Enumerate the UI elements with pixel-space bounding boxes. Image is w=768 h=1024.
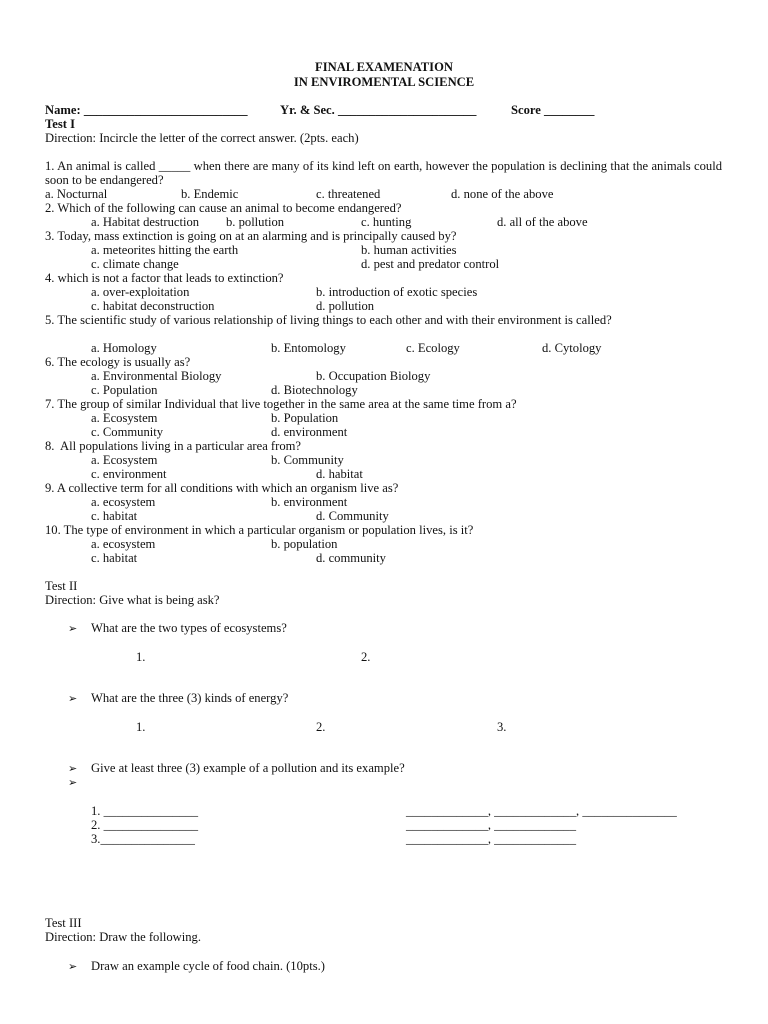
bullet-arrow-icon: ➢: [68, 762, 78, 775]
t2-q3-text: Give at least three (3) example of a pollution and its example?: [91, 761, 405, 775]
q8-option-c: c. environment: [91, 467, 167, 481]
q10-option-a: a. ecosystem: [91, 537, 156, 551]
score-field: Score ________: [511, 103, 595, 117]
t2-q3-line2: 2. _______________: [91, 818, 199, 832]
q8-option-d: d. habitat: [316, 467, 363, 481]
q2-option-b: b. pollution: [226, 215, 285, 229]
name-field: Name: __________________________: [45, 103, 248, 117]
q4-option-b: b. introduction of exotic species: [316, 285, 478, 299]
test3-direction: Direction: Draw the following.: [45, 930, 201, 944]
q4-option-c: c. habitat deconstruction: [91, 299, 215, 313]
t2-q3-examples2: _____________, _____________: [406, 818, 577, 832]
q5-option-a: a. Homology: [91, 341, 157, 355]
q2-text: 2. Which of the following can cause an animal to become endangered?: [45, 201, 402, 215]
q10-option-c: c. habitat: [91, 551, 138, 565]
q1-option-a: a. Nocturnal: [45, 187, 108, 201]
q7-option-c: c. Community: [91, 425, 164, 439]
q6-text: 6. The ecology is usually as?: [45, 355, 191, 369]
q8-option-a: a. Ecosystem: [91, 453, 158, 467]
q1-text: 1. An animal is called _____ when there are many of its kind left on earth, however the population is declining that the animals could soon to be endangered?: [45, 159, 722, 187]
q2-option-a: a. Habitat destruction: [91, 215, 200, 229]
t2-q1-num1: 1.: [136, 650, 146, 664]
q3-option-d: d. pest and predator control: [361, 257, 500, 271]
q5-option-d: d. Cytology: [542, 341, 602, 355]
test3-label: Test III: [45, 916, 82, 930]
t2-q2-num3: 3.: [497, 720, 507, 734]
q5-option-c: c. Ecology: [406, 341, 460, 355]
exam-title: FINAL EXAMENATION: [315, 60, 453, 74]
q5-option-b: b. Entomology: [271, 341, 346, 355]
q1-option-c: c. threatened: [316, 187, 381, 201]
q10-text: 10. The type of environment in which a particular organism or population lives, is it?: [45, 523, 474, 537]
t3-q1-text: Draw an example cycle of food chain. (10pts.): [91, 959, 325, 973]
q1-option-b: b. Endemic: [181, 187, 239, 201]
q8-option-b: b. Community: [271, 453, 344, 467]
q7-text: 7. The group of similar Individual that live together in the same area at the same time from a?: [45, 397, 517, 411]
q8-text: 8. All populations living in a particular area from?: [45, 439, 302, 453]
q4-option-d: d. pollution: [316, 299, 375, 313]
q6-option-d: d. Biotechnology: [271, 383, 358, 397]
q1-option-d: d. none of the above: [451, 187, 554, 201]
t2-q3-examples1: _____________, _____________, _______________: [406, 804, 677, 818]
q9-option-a: a. ecosystem: [91, 495, 156, 509]
exam-subtitle: IN ENVIROMENTAL SCIENCE: [293, 75, 475, 89]
q6-option-a: a. Environmental Biology: [91, 369, 222, 383]
q9-text: 9. A collective term for all conditions with which an organism live as?: [45, 481, 399, 495]
t2-q1-text: What are the two types of ecosystems?: [91, 621, 287, 635]
q3-option-a: a. meteorites hitting the earth: [91, 243, 239, 257]
t2-q3-line1: 1. _______________: [91, 804, 199, 818]
q3-option-c: c. climate change: [91, 257, 179, 271]
test1-direction: Direction: Incircle the letter of the correct answer. (2pts. each): [45, 131, 359, 145]
q2-option-d: d. all of the above: [497, 215, 588, 229]
q9-option-d: d. Community: [316, 509, 389, 523]
q7-option-b: b. Population: [271, 411, 339, 425]
q7-option-a: a. Ecosystem: [91, 411, 158, 425]
t2-q2-num2: 2.: [316, 720, 326, 734]
q9-option-b: b. environment: [271, 495, 348, 509]
t2-q3-line3: 3._______________: [91, 832, 195, 846]
test2-label: Test II: [45, 579, 78, 593]
q3-text: 3. Today, mass extinction is going on at an alarming and is principally caused by?: [45, 229, 457, 243]
t2-q1-num2: 2.: [361, 650, 371, 664]
q9-option-c: c. habitat: [91, 509, 138, 523]
test1-label: Test I: [45, 117, 75, 131]
q3-option-b: b. human activities: [361, 243, 457, 257]
q4-option-a: a. over-exploitation: [91, 285, 190, 299]
q5-text: 5. The scientific study of various relationship of living things to each other and with their environment is called?: [45, 313, 612, 327]
q4-text: 4. which is not a factor that leads to extinction?: [45, 271, 284, 285]
yr-sec-field: Yr. & Sec. ______________________: [280, 103, 477, 117]
q10-option-d: d. community: [316, 551, 386, 565]
q10-option-b: b. population: [271, 537, 338, 551]
q6-option-b: b. Occupation Biology: [316, 369, 431, 383]
bullet-arrow-icon: ➢: [68, 692, 78, 705]
q7-option-d: d. environment: [271, 425, 348, 439]
t2-q2-num1: 1.: [136, 720, 146, 734]
t2-q3-examples3: _____________, _____________: [406, 832, 577, 846]
q2-option-c: c. hunting: [361, 215, 412, 229]
bullet-arrow-icon: ➢: [68, 776, 78, 789]
t2-q2-text: What are the three (3) kinds of energy?: [91, 691, 289, 705]
bullet-arrow-icon: ➢: [68, 960, 78, 973]
q6-option-c: c. Population: [91, 383, 158, 397]
bullet-arrow-icon: ➢: [68, 622, 78, 635]
test2-direction: Direction: Give what is being ask?: [45, 593, 220, 607]
